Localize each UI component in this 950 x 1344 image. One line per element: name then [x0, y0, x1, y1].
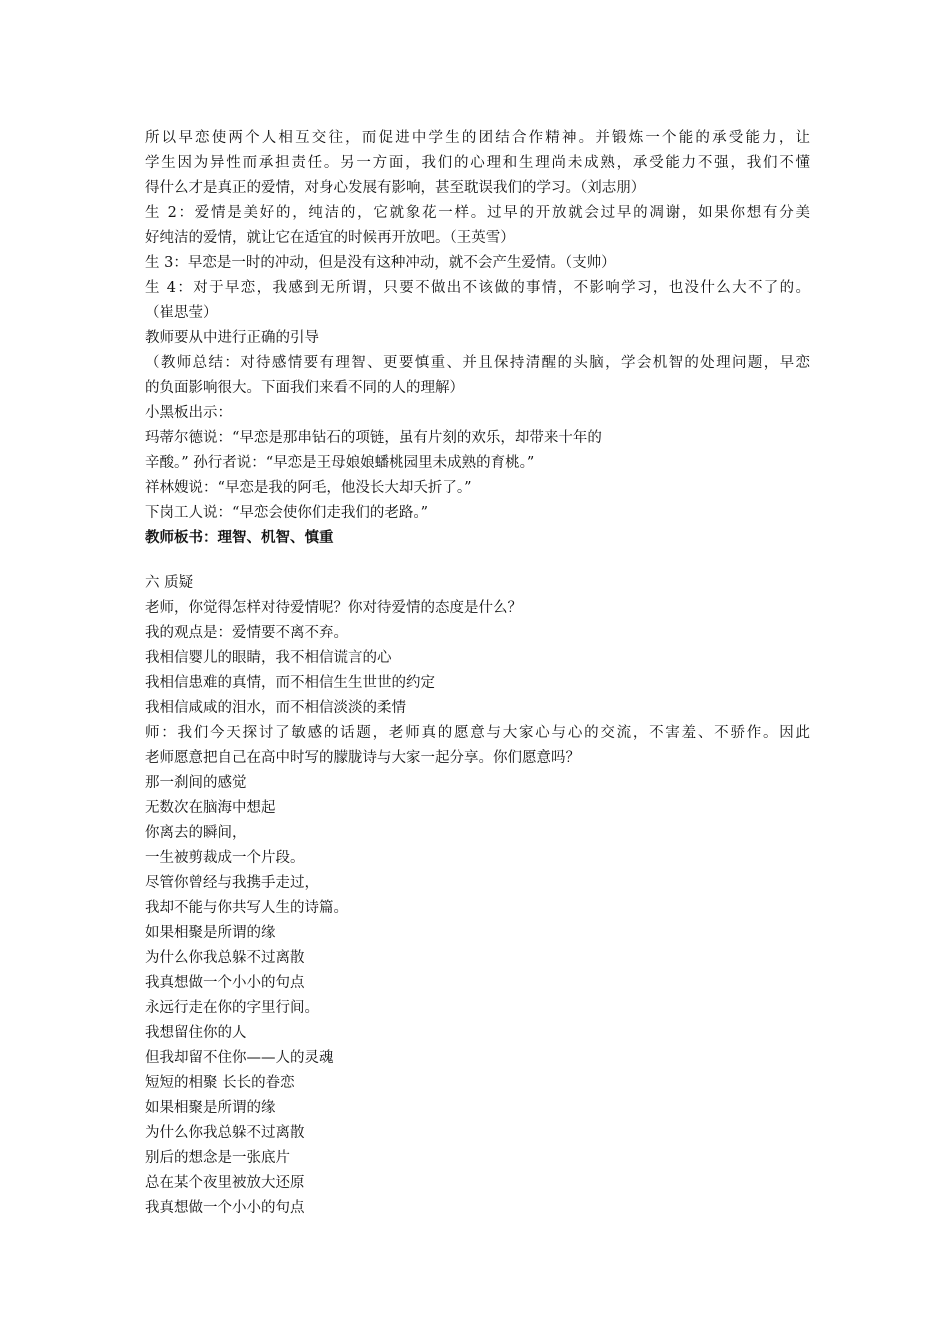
poem-line: 我却不能与你共写人生的诗篇。 — [145, 900, 348, 916]
paragraph-line: 教师要从中进行正确的引导 — [145, 330, 319, 346]
quote-line: 辛酸。” 孙行者说：“早恋是王母娘娘蟠桃园里未成熟的育桃。” — [145, 455, 535, 471]
quote-line: 下岗工人说：“早恋会使你们走我们的老路。” — [145, 505, 429, 521]
poem-line: 但我却留不住你——人的灵魂 — [145, 1050, 334, 1066]
paragraph-line: 我的观点是：爱情要不离不弃。 — [145, 625, 348, 641]
poem-line: 我真想做一个小小的句点 — [145, 975, 305, 991]
poem-line: 你离去的瞬间， — [145, 825, 247, 841]
poem-line: 总在某个夜里被放大还原 — [145, 1175, 305, 1191]
poem-line: 别后的想念是一张底片 — [145, 1150, 290, 1166]
section-gap — [145, 551, 810, 571]
poem-line: 永远行走在你的字里行间。 — [145, 1000, 319, 1016]
board-summary-heading: 教师板书：理智、机智、慎重 — [145, 530, 334, 546]
paragraph-line: 生 3：早恋是一时的冲动，但是没有这种冲动，就不会产生爱情。（支帅） — [145, 255, 616, 271]
poem-line: 尽管你曾经与我携手走过， — [145, 875, 319, 891]
quote-line: 玛蒂尔德说：“早恋是那串钻石的项链，虽有片刻的欢乐，却带来十年的 — [145, 430, 602, 446]
paragraph-line: 所以早恋使两个人相互交往，而促进中学生的团结合作精神。并锻炼一个能的承受能力，让 — [145, 130, 810, 146]
poem-line: 我真想做一个小小的句点 — [145, 1200, 305, 1216]
quote-line: 祥林嫂说：“早恋是我的阿毛，他没长大却夭折了。” — [145, 480, 472, 496]
paragraph-line: 我相信婴儿的眼睛，我不相信谎言的心 — [145, 650, 392, 666]
paragraph-line: 生 2：爱情是美好的，纯洁的，它就象花一样。过早的开放就会过早的凋谢，如果你想有分美 — [145, 205, 810, 221]
section-heading: 六 质疑 — [145, 575, 194, 591]
poem-line: 那一刹间的感觉 — [145, 775, 247, 791]
paragraph-line: 师：我们今天探讨了敏感的话题，老师真的愿意与大家心与心的交流，不害羞、不骄作。因此 — [145, 725, 810, 741]
paragraph-line: （教师总结：对待感情要有理智、更要慎重、并且保持清醒的头脑，学会机智的处理问题，早恋 — [145, 355, 810, 371]
poem-line: 我想留住你的人 — [145, 1025, 247, 1041]
paragraph-line: 老师愿意把自己在高中时写的朦胧诗与大家一起分享。你们愿意吗？ — [145, 750, 580, 766]
paragraph-line: 生 4：对于早恋，我感到无所谓，只要不做出不该做的事情，不影响学习，也没什么大不了的。 — [145, 280, 810, 296]
paragraph-line: 我相信咸咸的泪水，而不相信淡淡的柔情 — [145, 700, 406, 716]
poem-line: 一生被剪裁成一个片段。 — [145, 850, 305, 866]
paragraph-line: 好纯洁的爱情，就让它在适宜的时候再开放吧。（王英雪） — [145, 230, 515, 246]
paragraph-line: 小黑板出示： — [145, 405, 232, 421]
poem-line: 为什么你我总躲不过离散 — [145, 950, 305, 966]
poem-line: 短短的相聚 长长的眷恋 — [145, 1075, 295, 1091]
paragraph-line: 学生因为异性而承担责任。另一方面，我们的心理和生理尚未成熟，承受能力不强，我们不懂 — [145, 155, 810, 171]
poem-line: 如果相聚是所谓的缘 — [145, 1100, 276, 1116]
poem-line: 如果相聚是所谓的缘 — [145, 925, 276, 941]
poem-line: 为什么你我总躲不过离散 — [145, 1125, 305, 1141]
document-page — [145, 126, 810, 1221]
poem-line: 无数次在脑海中想起 — [145, 800, 276, 816]
paragraph-line: 得什么才是真正的爱情，对身心发展有影响，甚至耽误我们的学习。（刘志朋） — [145, 180, 646, 196]
paragraph-line: （崔思莹） — [145, 305, 218, 321]
paragraph-line: 我相信患难的真情，而不相信生生世世的约定 — [145, 675, 435, 691]
paragraph-line: 老师，你觉得怎样对待爱情呢？你对待爱情的态度是什么？ — [145, 600, 522, 616]
paragraph-line: 的负面影响很大。下面我们来看不同的人的理解） — [145, 380, 464, 396]
